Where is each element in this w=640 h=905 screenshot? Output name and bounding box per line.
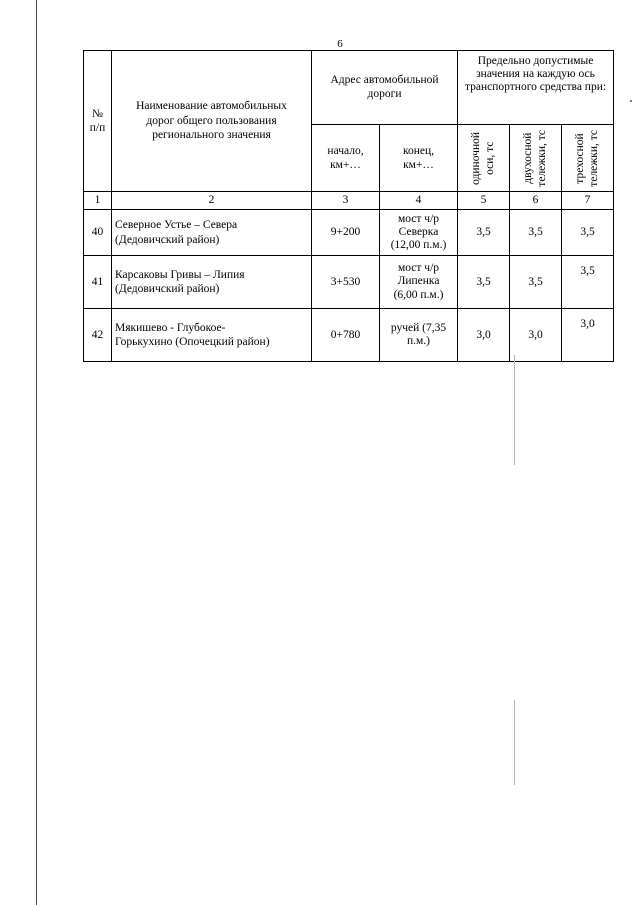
header-start-cell [312,125,380,192]
table-row [84,256,614,309]
header-double-bogie: двухосной тележки, тс [521,129,548,187]
row-number: 42 [84,309,112,362]
column-number-row [84,192,614,210]
scan-artifact-line [514,700,515,785]
road-name: Северное Устье – Севера (Дедовичский район) [112,210,312,256]
column-number: 1 [84,192,112,210]
header-address-cell [312,51,458,125]
header-double-cell [510,125,562,192]
column-number: 5 [458,192,510,210]
header-single-cell [458,125,510,192]
header-address-end: конец, км+… [402,144,435,171]
limit-double-bogie: 3,5 [510,210,562,256]
road-start: 3+530 [312,256,380,309]
header-address-start: начало, км+… [327,144,364,171]
limit-single-axle: 3,5 [458,210,510,256]
header-row-1 [84,51,614,125]
header-single-axle: одиночной оси, тс [469,131,496,185]
column-number: 7 [562,192,614,210]
scan-artifact-line [514,355,515,465]
road-name: Мякишево - Глубокое- Горькухино (Опочецкий район) [112,309,312,362]
road-end: мост ч/р Липенка (6,00 п.м.) [380,256,458,309]
scan-artifact-mark [630,100,632,102]
column-number: 6 [510,192,562,210]
limit-single-axle: 3,5 [458,256,510,309]
column-number: 3 [312,192,380,210]
limit-single-axle: 3,0 [458,309,510,362]
limit-triple-bogie: 3,0 [562,309,614,362]
header-end-cell [380,125,458,192]
header-name-cell [112,51,312,192]
row-number: 41 [84,256,112,309]
table-row [84,309,614,362]
column-number: 2 [112,192,312,210]
limit-triple-bogie: 3,5 [562,210,614,256]
header-limits-cell [458,51,614,125]
roads-table [83,50,614,362]
row-number: 40 [84,210,112,256]
road-start: 9+200 [312,210,380,256]
header-address: Адрес автомобильной дороги [330,74,439,101]
limit-double-bogie: 3,5 [510,256,562,309]
binding-margin-line [36,0,37,905]
header-triple-bogie: трехосной тележки, тс [573,129,600,187]
limit-double-bogie: 3,0 [510,309,562,362]
header-num-cell [84,51,112,192]
road-start: 0+780 [312,309,380,362]
road-end: мост ч/р Северка (12,00 п.м.) [380,210,458,256]
road-end: ручей (7,35 п.м.) [380,309,458,362]
table-row [84,210,614,256]
road-name: Карсаковы Гривы – Липия (Дедовичский район) [112,256,312,309]
header-name: Наименование автомобильных дорог общего пользования регионального значения [136,100,287,142]
header-limits: Предельно допустимые значения на каждую ось транспортного средства при: [464,55,607,94]
column-number: 4 [380,192,458,210]
limit-triple-bogie: 3,5 [562,256,614,309]
header-triple-cell [562,125,614,192]
page-number: 6 [337,38,343,50]
header-num: № п/п [89,107,106,134]
